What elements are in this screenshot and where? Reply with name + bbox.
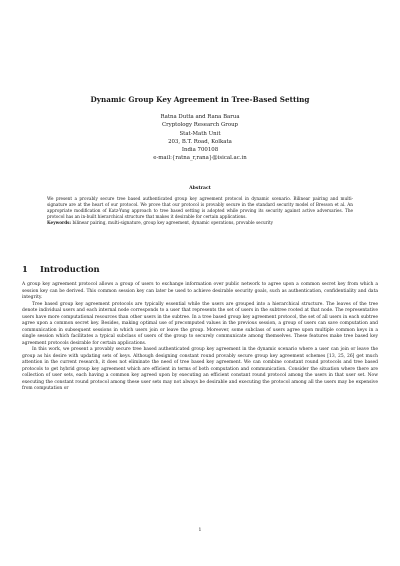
affiliation-line: Cryptology Research Group bbox=[161, 122, 239, 129]
affiliation-line: 203, B.T. Road, Kolkata bbox=[168, 138, 232, 145]
paragraph: A group key agreement protocol allows a group of users to exchange information over public network to agree upon a common secret key from which a session key can be derived. This common session key can later be used to achieve desirable security goals, such as authentication, confidentiality and data integrity. bbox=[22, 282, 378, 300]
page-number: 1 bbox=[198, 528, 202, 533]
author-block bbox=[80, 113, 320, 163]
paper-title: Dynamic Group Key Agreement in Tree-Based Setting bbox=[90, 95, 310, 104]
paragraph: Tree based group key agreement protocols are typically essential while the users are grouped into a hierarchical structure. The leaves of the tree denote individual users and each internal node corresponds to a user that represents the set of users in the subtree rooted at that node. The representative users have more computational resources than other users in the subtree. In a tree based group key agreement protocol, the set of all users in each subtree agree upon a common secret key. Besides, making optimal use of precomputed values in the previous session, a group of users can save computation and communication in subsequent sessions in which users join or leave the group. Moreover, some subclass of users agree upon multiple common keys in a single session which facilitates a typical subclass of users of the group to securely communicate among themselves. These features make tree based key agreement protocols desirable for certain applications. bbox=[22, 301, 378, 346]
authors: Ratna Dutta and Rana Barua bbox=[160, 114, 240, 120]
abstract-heading: Abstract bbox=[189, 186, 211, 191]
keywords-label: Keywords: bbox=[47, 220, 72, 226]
email-line: e-mail:{ratna_r,rana}@isical.ac.in bbox=[153, 155, 247, 162]
section-body bbox=[22, 282, 378, 393]
affiliation-line: India 700108 bbox=[181, 147, 219, 154]
abstract-text: We present a provably secure tree based authenticated group key agreement protocol in dynamic scenario. Bilinear pairing and multi-signature are at the heart of our protocol. We prove that our protocol is provably secure in the standard security model of Bresson et al. An appropriate modification of Katz-Yung approach to tree based setting is adopted while proving its security against active adversaries. The protocol has an in-built hierarchical structure that makes it desirable for certain applications. bbox=[47, 196, 353, 220]
paragraph: In this work, we present a provably secure tree based authenticated group key agreement in the dynamic scenario where a user can join or leave the group as his desire with updating sets of keys. Although designing constant round provably secure group key agreement schemes [13, 25, 26] get much attention in the current research, it does not eliminate the need of tree based key agreement. We can combine constant round protocols and tree based protocols to get hybrid group key agreement which are efficient in terms of both computation and communication. Consider the situation where there are collection of user sets, each having a common key agreed upon by executing an efficient constant round protocol among the users in that user set. Now executing the constant round protocol among these user sets may not always be desirable and executing the protocol among all the users may be expensive from computation or bbox=[22, 347, 378, 391]
section-heading bbox=[22, 264, 100, 274]
keywords-text: bilinear pairing, multi-signature, group key agreement, dynamic operations, provable security bbox=[72, 220, 274, 226]
section-number: 1 bbox=[22, 264, 28, 274]
affiliation-line: Stat-Math Unit bbox=[179, 130, 221, 137]
abstract bbox=[47, 196, 353, 226]
section-title: Introduction bbox=[40, 264, 100, 274]
